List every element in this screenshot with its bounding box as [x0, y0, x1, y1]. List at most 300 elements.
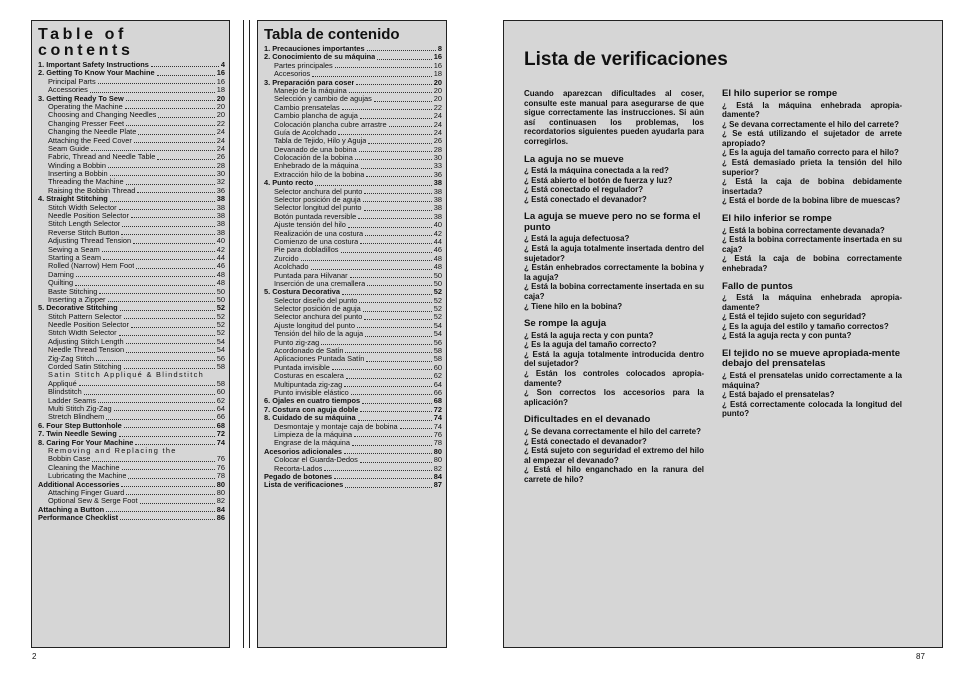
toc-leader-dots	[131, 327, 215, 328]
toc-entry-page: 74	[433, 414, 442, 423]
checklist-question: ¿ Está el borde de la bobina libre de muescas?	[722, 196, 901, 206]
toc-entry	[264, 263, 442, 271]
toc-entry-page: 80	[433, 447, 442, 456]
toc-entry	[38, 103, 225, 111]
checklist-section	[722, 214, 902, 273]
toc-entry-label: Starting a Seam	[48, 253, 101, 262]
toc-entry-page: 32	[216, 178, 225, 187]
toc-entry	[264, 137, 442, 145]
toc-leader-dots	[346, 378, 432, 379]
toc-entry-page: 84	[216, 505, 225, 514]
toc-leader-dots	[121, 234, 214, 235]
toc-leader-dots	[364, 319, 431, 320]
toc-leader-dots	[342, 109, 432, 110]
toc-leader-dots	[360, 462, 432, 463]
toc-entry	[264, 280, 442, 288]
toc-entry-label: Multipuntada zig-zag	[274, 380, 343, 389]
toc-entry	[264, 230, 442, 238]
toc-leader-dots	[363, 201, 432, 202]
toc-entry-page: 24	[433, 128, 442, 137]
toc-entry	[38, 296, 225, 304]
toc-leader-dots	[338, 134, 431, 135]
toc-leader-dots	[366, 176, 431, 177]
toc-entry-page: 50	[433, 279, 442, 288]
toc-leader-dots	[119, 335, 215, 336]
toc-entry-label: Needle Thread Tension	[48, 346, 125, 355]
toc-entry	[264, 255, 442, 263]
toc-entry-page: 20	[216, 111, 225, 120]
toc-entry-page: 38	[216, 212, 225, 221]
toc-entry-label: Pie para dobladillos	[274, 246, 339, 255]
toc-spanish-panel	[257, 20, 447, 648]
toc-entry-page: 16	[216, 69, 225, 78]
toc-entry	[38, 145, 225, 153]
toc-leader-dots	[122, 226, 214, 227]
checklist-question: ¿ Se está utilizando el sujetador de arrete apropiado?	[722, 129, 902, 148]
toc-leader-dots	[355, 159, 432, 160]
toc-entry	[264, 314, 442, 322]
toc-entry	[264, 322, 442, 330]
toc-entry-page: 52	[216, 304, 225, 313]
checklist-section-heading: El hilo inferior se rompe	[722, 213, 832, 225]
toc-entry	[38, 86, 225, 94]
toc-leader-dots	[137, 192, 214, 193]
toc-entry	[38, 78, 225, 86]
checklist-question: ¿ Está abierto el botón de fuerza y luz?	[524, 175, 673, 185]
toc-spanish-title: Tabla de contenido	[264, 26, 400, 43]
toc-entry-label: 8. Cuidado de su máquina	[264, 414, 356, 423]
toc-entry-label: Fabric, Thread and Needle Table	[48, 153, 156, 162]
toc-entry-label: Sewing a Seam	[48, 245, 100, 254]
toc-entry-label: Acesorios adicionales	[264, 447, 343, 456]
toc-entry-label: Enhebrado de la máquina	[274, 162, 359, 171]
toc-entry-label: Partes principales	[274, 61, 333, 70]
toc-entry-label: Attaching Finger Guard	[48, 488, 125, 497]
toc-leader-dots	[126, 100, 215, 101]
toc-leader-dots	[362, 403, 432, 404]
checklist-question-list	[722, 293, 902, 341]
toc-entry	[38, 204, 225, 212]
toc-entry	[264, 112, 442, 120]
toc-entry-page: 50	[216, 295, 225, 304]
toc-leader-dots	[96, 360, 215, 361]
toc-entry-label: Realización de una costura	[274, 229, 364, 238]
toc-leader-dots	[361, 168, 432, 169]
toc-entry-page: 20	[216, 102, 225, 111]
checklist-question-list	[524, 166, 704, 204]
toc-leader-dots	[400, 428, 432, 429]
toc-entry-label: Lubricating the Machine	[48, 472, 127, 481]
toc-entry	[38, 489, 225, 497]
toc-entry	[38, 304, 225, 312]
checklist-question: ¿ Se devana correctamente el hilo del carrete?	[722, 119, 899, 129]
toc-entry	[38, 153, 225, 161]
toc-entry-label: Selector posición de aguja	[274, 305, 361, 314]
toc-entry	[264, 372, 442, 380]
checklist-question: ¿ Está la máquina conectada a la red?	[524, 166, 669, 176]
toc-entry	[264, 448, 442, 456]
toc-leader-dots	[103, 259, 215, 260]
toc-leader-dots	[321, 344, 432, 345]
toc-entry	[264, 397, 442, 405]
toc-entry-label: 3. Preparación para coser	[264, 78, 355, 87]
toc-leader-dots	[110, 175, 215, 176]
toc-entry	[264, 121, 442, 129]
toc-entry-page: 20	[216, 94, 225, 103]
toc-leader-dots	[92, 461, 214, 462]
checklist-question: ¿ Está el hilo enganchado en la ranura del carrete de hilo?	[524, 465, 704, 484]
toc-leader-dots	[126, 494, 214, 495]
toc-entry	[264, 355, 442, 363]
toc-leader-dots	[98, 402, 215, 403]
toc-leader-dots	[359, 151, 432, 152]
checklist-question: ¿ Está la bobina correctamente insertada en su caja?	[524, 282, 704, 301]
toc-entry-page: 20	[433, 86, 442, 95]
toc-entry-page: 52	[433, 305, 442, 314]
toc-leader-dots	[114, 410, 215, 411]
toc-entry	[264, 188, 442, 196]
toc-entry	[38, 330, 225, 338]
toc-leader-dots	[367, 50, 436, 51]
toc-entry-label: Comienzo de una costura	[274, 237, 359, 246]
checklist-question: ¿ Está bajado el prensatelas?	[722, 390, 835, 400]
toc-entry-page: 54	[216, 346, 225, 355]
toc-leader-dots	[151, 66, 219, 67]
toc-entry-label: 4. Punto recto	[264, 179, 314, 188]
toc-entry	[264, 238, 442, 246]
toc-leader-dots	[359, 302, 431, 303]
checklist-question: ¿ Está el tejido sujeto con seguridad?	[722, 312, 867, 322]
toc-entry-page: 82	[433, 464, 442, 473]
toc-entry-label: Guía de Acolchado	[274, 128, 337, 137]
toc-entry-label: 8. Caring For Your Machine	[38, 438, 134, 447]
checklist-question: ¿ Tiene hilo en la bobina?	[524, 301, 623, 311]
toc-entry-page: 26	[433, 137, 442, 146]
checklist-panel	[503, 20, 943, 648]
toc-entry-label: 7. Costura con aguja doble	[264, 405, 359, 414]
checklist-question: ¿ Están los controles colocados apropia-damente?	[524, 369, 704, 388]
toc-entry-label: 7. Twin Needle Sewing	[38, 430, 117, 439]
toc-entry-label: Puntada para Hilvanar	[274, 271, 348, 280]
toc-leader-dots	[124, 427, 215, 428]
toc-entry-page: 38	[433, 196, 442, 205]
toc-entry	[38, 355, 225, 363]
toc-entry	[38, 170, 225, 178]
toc-entry-page: 38	[216, 220, 225, 229]
toc-entry	[38, 472, 225, 480]
toc-leader-dots	[301, 260, 432, 261]
toc-entry-label: Costuras en escalera	[274, 372, 344, 381]
toc-entry-label: Recorta-Lados	[274, 464, 323, 473]
toc-leader-dots	[360, 411, 431, 412]
checklist-question: ¿ Son correctos los accesorios para la aplicación?	[524, 388, 704, 407]
toc-leader-dots	[368, 143, 431, 144]
checklist-title: Lista de verificaciones	[524, 49, 728, 70]
toc-leader-dots	[90, 92, 215, 93]
toc-entry	[38, 430, 225, 438]
toc-entry-page: 38	[433, 187, 442, 196]
toc-entry-page: 24	[433, 120, 442, 129]
toc-entry	[38, 61, 225, 69]
toc-entry-page: 78	[433, 439, 442, 448]
toc-entry	[38, 321, 225, 329]
toc-leader-dots	[102, 251, 215, 252]
toc-leader-dots	[358, 218, 432, 219]
toc-entry	[38, 111, 225, 119]
toc-entry-page: 52	[433, 296, 442, 305]
checklist-question-list	[722, 226, 902, 274]
toc-entry-label: Stretch Blindhem	[48, 413, 105, 422]
toc-entry-label: Manejo de la máquina	[274, 86, 347, 95]
toc-entry-page: 18	[216, 86, 225, 95]
toc-entry-label: Acordonado de Satín	[274, 347, 344, 356]
toc-entry-label: Stitch Width Selector	[48, 329, 117, 338]
toc-entry	[38, 246, 225, 254]
toc-entry-label: Cleaning the Machine	[48, 463, 120, 472]
toc-english-list	[32, 61, 229, 522]
toc-entry	[38, 195, 225, 203]
toc-entry-label: Selector posición de aguja	[274, 196, 361, 205]
toc-entry-page: 56	[216, 354, 225, 363]
toc-entry-label: Blindstitch	[48, 388, 82, 397]
toc-entry	[38, 455, 225, 463]
toc-entry-page: 48	[216, 279, 225, 288]
toc-entry-page: 16	[216, 77, 225, 86]
toc-entry	[38, 120, 225, 128]
toc-entry	[264, 473, 442, 481]
toc-entry-page: 36	[433, 170, 442, 179]
toc-leader-dots	[126, 343, 215, 344]
checklist-section	[722, 349, 902, 419]
toc-entry-page: 66	[216, 413, 225, 422]
toc-entry-label: Colocar el Guarda-Dedos	[274, 456, 358, 465]
checklist-question: ¿ Está conectado el devanador?	[524, 436, 647, 446]
toc-leader-dots	[344, 386, 432, 387]
toc-entry-label: Devanado de una bobina	[274, 145, 357, 154]
toc-entry-page: 22	[433, 103, 442, 112]
toc-entry-label: Engrase de la máquina	[274, 439, 351, 448]
toc-entry-label: Optional Sew & Serge Foot	[48, 497, 138, 506]
toc-leader-dots	[119, 209, 215, 210]
toc-entry-label: Satin Stitch Appliqué & Blindstitch	[48, 371, 205, 380]
toc-leader-dots	[358, 420, 432, 421]
toc-entry-page: 64	[433, 380, 442, 389]
toc-entry-page: 24	[433, 112, 442, 121]
toc-entry	[38, 95, 225, 103]
toc-entry	[38, 447, 225, 455]
toc-entry-page: 50	[433, 271, 442, 280]
toc-entry-label: Colocación de la bobina	[274, 154, 353, 163]
toc-entry	[264, 381, 442, 389]
toc-entry	[264, 204, 442, 212]
toc-leader-dots	[121, 486, 214, 487]
toc-entry	[264, 171, 442, 179]
toc-entry-page: 16	[433, 61, 442, 70]
checklist-question: ¿ Está la aguja recta y con punta?	[722, 331, 852, 341]
toc-entry-label: Adjusting Stitch Length	[48, 337, 124, 346]
toc-leader-dots	[158, 117, 214, 118]
toc-entry-label: 1. Important Safety Instructions	[38, 61, 149, 69]
page-number-right: 87	[916, 652, 925, 661]
toc-entry-label: Raising the Bobbin Thread	[48, 186, 136, 195]
toc-entry-page: 64	[216, 405, 225, 413]
toc-leader-dots	[138, 134, 214, 135]
checklist-question: ¿ Está el prensatelas unido correctamente a la máquina?	[722, 370, 902, 390]
toc-entry-page: 74	[433, 422, 442, 431]
toc-entry-page: 58	[216, 379, 225, 388]
toc-entry-page: 80	[216, 480, 225, 489]
toc-entry-label: Desmontaje y montaje caja de bobina	[274, 422, 398, 431]
toc-entry-label: Corded Satin Stitching	[48, 363, 122, 372]
toc-leader-dots	[84, 394, 215, 395]
checklist-question: ¿ Es la aguja del tamaño correcto?	[524, 340, 657, 350]
toc-entry	[264, 179, 442, 187]
checklist-right-column	[722, 89, 902, 427]
toc-entry-page: 54	[433, 321, 442, 330]
toc-entry-label: 5. Decorative Stitching	[38, 304, 118, 313]
toc-entry-page: 4	[220, 61, 225, 69]
page-number-left: 2	[32, 652, 37, 661]
toc-leader-dots	[140, 503, 215, 504]
toc-entry-label: 5. Costura Decorativa	[264, 288, 340, 297]
toc-entry-page: 24	[216, 144, 225, 153]
toc-entry	[264, 406, 442, 414]
toc-entry	[264, 456, 442, 464]
toc-entry-label: Aplicaciones Puntada Satín	[274, 355, 365, 364]
toc-leader-dots	[311, 269, 432, 270]
toc-leader-dots	[364, 193, 431, 194]
toc-entry-page: 54	[433, 330, 442, 339]
toc-entry-label: 4. Straight Stitching	[38, 195, 108, 204]
toc-entry-page: 82	[216, 497, 225, 506]
checklist-question: ¿ Está la bobina correctamente insertada en su caja?	[722, 235, 902, 254]
toc-leader-dots	[106, 419, 214, 420]
toc-entry-label: Performance Checklist	[38, 514, 119, 523]
toc-entry	[264, 423, 442, 431]
toc-leader-dots	[157, 159, 214, 160]
toc-entry	[264, 146, 442, 154]
toc-entry-page: 68	[433, 397, 442, 406]
toc-entry-page: 72	[216, 430, 225, 439]
toc-entry-page: 38	[216, 228, 225, 237]
toc-leader-dots	[136, 268, 215, 269]
toc-entry-label: Inserting a Bobbin	[48, 170, 108, 179]
checklist-question: ¿ Está la aguja totalmente introducida dentro del sujetador?	[524, 349, 704, 369]
checklist-question-list	[524, 427, 704, 485]
toc-leader-dots	[75, 285, 215, 286]
toc-leader-dots	[357, 327, 432, 328]
toc-entry-page: 52	[433, 288, 442, 297]
checklist-section-heading: El hilo superior se rompe	[722, 88, 838, 99]
toc-leader-dots	[126, 184, 215, 185]
toc-leader-dots	[341, 252, 432, 253]
toc-entry	[38, 422, 225, 430]
toc-entry	[264, 196, 442, 204]
toc-entry-page: 54	[216, 337, 225, 346]
checklist-section	[722, 89, 902, 206]
toc-entry	[38, 69, 225, 77]
toc-entry-page: 40	[216, 237, 225, 246]
toc-entry	[38, 405, 225, 413]
toc-entry-label: Choosing and Changing Needles	[48, 111, 157, 120]
toc-leader-dots	[315, 185, 431, 186]
toc-entry-page: 46	[433, 246, 442, 255]
toc-leader-dots	[335, 67, 432, 68]
toc-entry-page: 86	[216, 514, 225, 523]
toc-leader-dots	[124, 368, 215, 369]
toc-entry	[38, 481, 225, 489]
toc-entry-page: 58	[216, 363, 225, 372]
toc-entry-label: Pegado de botones	[264, 472, 333, 481]
toc-entry	[264, 246, 442, 254]
toc-entry-label: Stitch Length Selector	[48, 220, 121, 229]
toc-leader-dots	[345, 352, 431, 353]
toc-entry-page: 33	[433, 162, 442, 171]
toc-entry-page: 38	[216, 195, 225, 204]
checklist-question: ¿ Está la caja de bobina correctamente enhebrada?	[722, 254, 902, 273]
toc-entry-page: 20	[433, 78, 442, 87]
toc-entry-page: 58	[433, 347, 442, 356]
toc-entry-label: Accessories	[48, 86, 88, 95]
toc-leader-dots	[342, 294, 432, 295]
checklist-left-column	[524, 89, 704, 493]
toc-entry	[264, 431, 442, 439]
toc-entry	[38, 262, 225, 270]
toc-leader-dots	[131, 217, 215, 218]
checklist-question: ¿ Está conectado el regulador?	[524, 185, 644, 195]
toc-leader-dots	[91, 150, 215, 151]
toc-entry-page: 60	[216, 388, 225, 397]
checklist-question: ¿ Está la caja de bobina debidamente insertada?	[722, 177, 902, 196]
toc-leader-dots	[108, 301, 215, 302]
checklist-question: ¿ Es la aguja del tamaño correcto para el hilo?	[722, 148, 899, 158]
toc-entry-label: Changing the Needle Plate	[48, 128, 137, 137]
toc-entry-label: Attaching a Button	[38, 505, 105, 514]
checklist-question: ¿ Está la máquina enhebrada apropia-damente?	[722, 293, 902, 312]
toc-entry-page: 42	[216, 245, 225, 254]
toc-leader-dots	[134, 142, 215, 143]
checklist-question-list	[722, 371, 902, 419]
toc-leader-dots	[312, 76, 432, 77]
toc-entry-page: 36	[216, 186, 225, 195]
toc-entry-page: 38	[433, 179, 442, 188]
toc-entry-label: Multi Stitch Zig-Zag	[48, 405, 112, 413]
toc-entry	[38, 162, 225, 170]
toc-leader-dots	[345, 487, 431, 488]
toc-entry-page: 30	[216, 170, 225, 179]
toc-entry	[264, 154, 442, 162]
checklist-question: ¿ Está la aguja defectuosa?	[524, 234, 630, 244]
toc-leader-dots	[98, 83, 215, 84]
toc-entry	[264, 339, 442, 347]
checklist-question: ¿ Está la aguja totalmente insertada dentro del sujetador?	[524, 244, 704, 263]
checklist-question: ¿ Está la máquina enhebrada apropia-damente?	[722, 100, 902, 120]
toc-entry-label: Selector diseño del punto	[274, 296, 358, 305]
checklist-section	[722, 282, 902, 341]
checklist-question: ¿ Está correctamente colocada la longitud del punto?	[722, 399, 902, 419]
checklist-section	[524, 319, 704, 407]
toc-leader-dots	[119, 436, 215, 437]
toc-entry-label: Attaching the Feed Cover	[48, 136, 132, 145]
toc-entry-page: 48	[216, 270, 225, 279]
toc-leader-dots	[352, 445, 432, 446]
toc-entry-label: Adjusting Thread Tension	[48, 237, 132, 246]
toc-entry-label: Needle Position Selector	[48, 212, 129, 221]
toc-entry-label: Operating the Machine	[48, 102, 123, 111]
toc-entry	[38, 187, 225, 195]
checklist-section-heading: Se rompe la aguja	[524, 318, 607, 330]
toc-entry	[38, 413, 225, 421]
